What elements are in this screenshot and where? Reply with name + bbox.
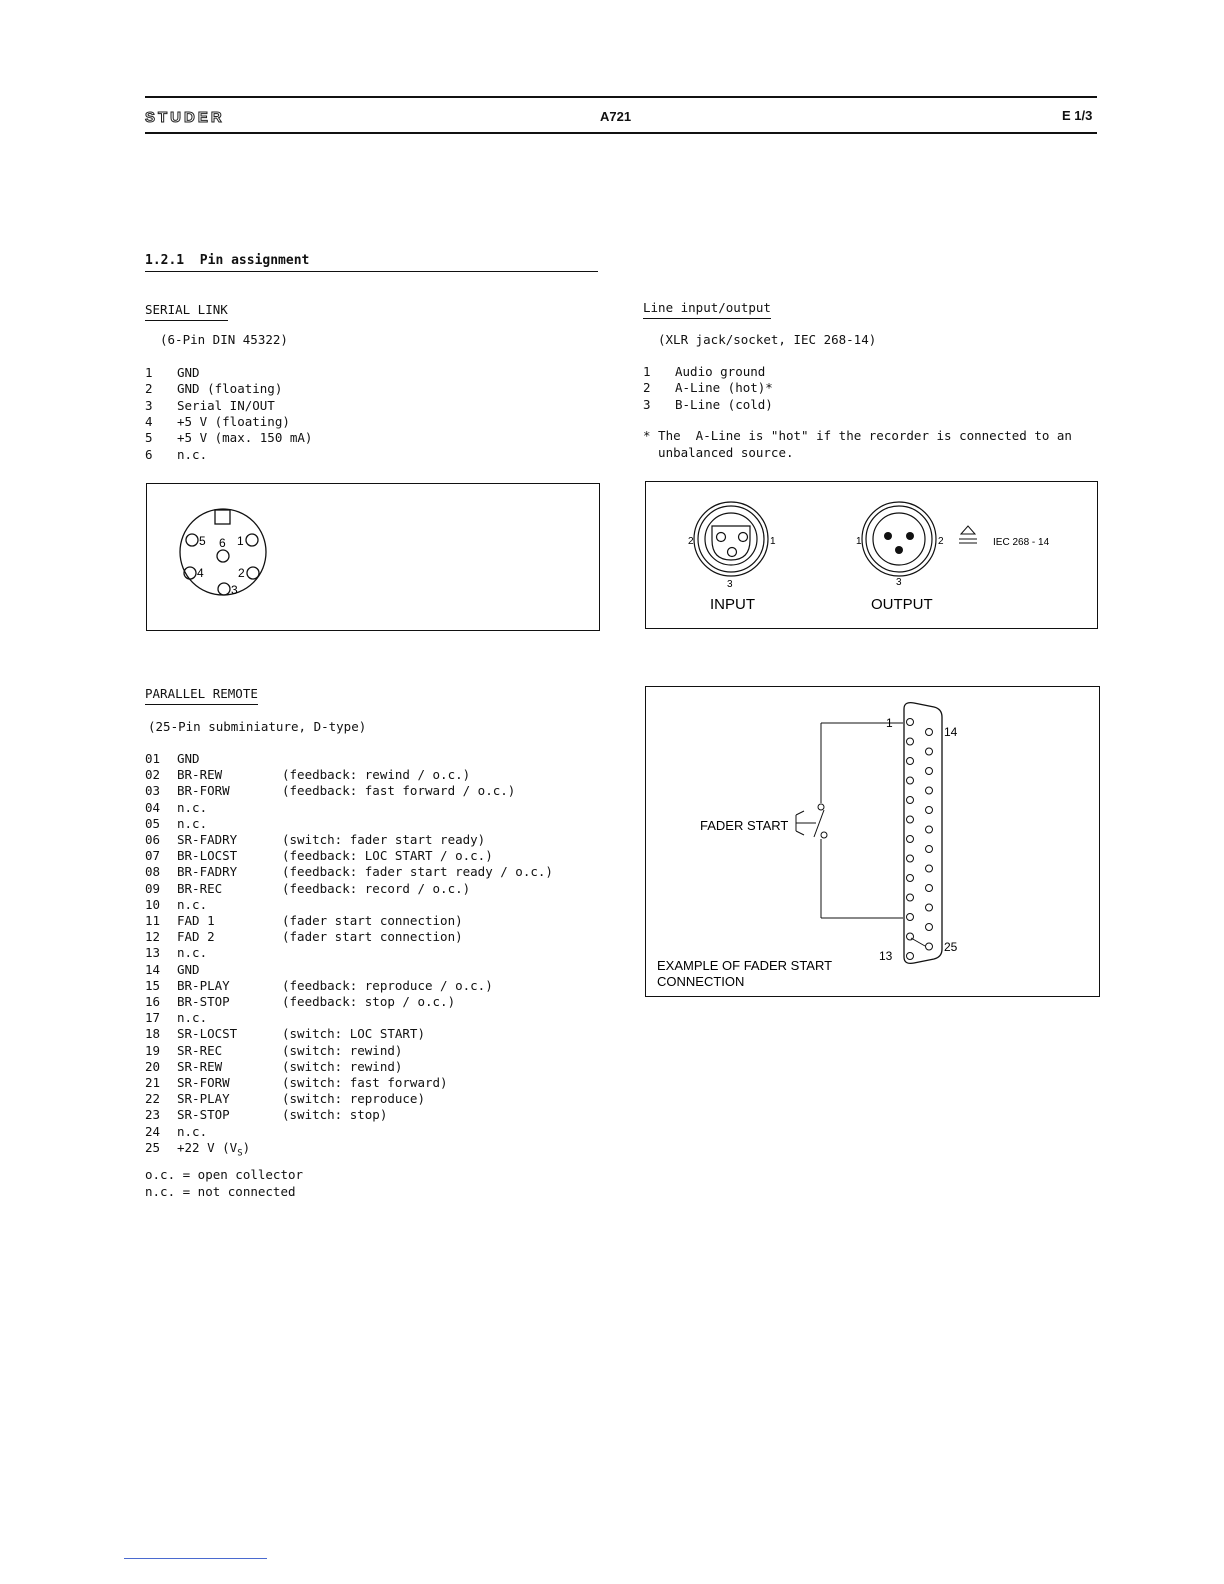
pin-signal: BR-REW <box>177 767 223 783</box>
pin-number: 20 <box>145 1058 161 1074</box>
pin-number: 15 <box>145 977 161 993</box>
pin-signal: BR-LOCST <box>177 848 238 864</box>
dsub-pin-hole <box>907 875 914 882</box>
pin-description: (switch: fast forward) <box>282 1075 448 1090</box>
pin-number: 16 <box>145 994 161 1009</box>
pin-number: 07 <box>145 848 161 864</box>
dsub-pin-hole <box>926 885 933 892</box>
xlr-input-insert <box>712 526 750 560</box>
pin-number: 05 <box>145 815 161 831</box>
pin-signal: n.c. <box>177 799 208 815</box>
pin-signal: BR-PLAY <box>177 977 230 993</box>
pin-description: (switch: stop) <box>282 1107 388 1123</box>
pin-signal: n.c. <box>177 1123 208 1139</box>
pin-signal: FAD 1 <box>177 913 215 928</box>
dsub-pin-hole <box>907 758 914 765</box>
pin-label: GND <box>177 365 200 380</box>
pin-number: 11 <box>145 913 161 928</box>
pin-label: B-Line (cold) <box>675 396 773 412</box>
pin-number: 21 <box>145 1075 161 1090</box>
xlr-input-pin-1-label: 1 <box>770 536 776 547</box>
xlr-input-pin-3-hole <box>728 548 737 557</box>
pin-number: 03 <box>145 783 161 799</box>
dsub-fader-diagram <box>646 687 1099 996</box>
pin-signal: SR-REW <box>177 1058 223 1074</box>
line-io-title: Line input/output <box>643 300 771 319</box>
pin-label: Audio ground <box>675 364 766 379</box>
model-name: A721 <box>600 109 632 124</box>
pin-description: (fader start connection) <box>282 913 463 928</box>
pin-number: 3 <box>145 397 153 413</box>
pin-number: 5 <box>145 430 153 446</box>
din-pin-3-label: 3 <box>231 583 238 597</box>
serial-link-diagram-box <box>146 483 600 631</box>
xlr-input-inner <box>705 513 757 565</box>
pin-signal: SR-LOCST <box>177 1026 238 1042</box>
pin-1-label: 1 <box>886 716 893 730</box>
pin-description: (switch: rewind) <box>282 1042 403 1058</box>
pin-label: A-Line (hot)* <box>675 380 773 396</box>
xlr-input-pin-2-hole <box>717 533 726 542</box>
xlr-output-pin-2-label: 2 <box>938 536 944 547</box>
xlr-output-pin-1 <box>884 532 892 540</box>
fader-start-label: FADER START <box>700 818 789 833</box>
din-pin-1-label: 1 <box>237 534 244 548</box>
dsub-pin-hole <box>926 846 933 853</box>
dsub-pin-hole <box>907 719 914 726</box>
output-label: OUTPUT <box>871 596 933 613</box>
pin-signal: BR-FORW <box>177 783 230 799</box>
pin-number: 1 <box>643 364 651 379</box>
pin-signal: SR-PLAY <box>177 1091 230 1107</box>
switch-contact-bottom <box>821 832 827 838</box>
xlr-output-pin-1-label: 1 <box>856 536 862 547</box>
pin-label: +5 V (floating) <box>177 413 290 429</box>
dsub-pin-hole <box>926 748 933 755</box>
legend-open-collector: o.c. = open collector <box>145 1167 304 1182</box>
pin-13-label: 13 <box>879 949 893 963</box>
pin-signal: BR-REC <box>177 880 223 896</box>
xlr-output-pin-3 <box>895 546 903 554</box>
pin-signal: FAD 2 <box>177 929 215 945</box>
pin-number: 2 <box>145 381 153 397</box>
section-title-rule <box>145 271 598 272</box>
din-pin-3-hole <box>218 583 230 595</box>
vs-close: ) <box>242 1139 251 1155</box>
pin-number: 10 <box>145 896 161 912</box>
pin-signal: n.c. <box>177 896 208 912</box>
din-pin-4-label: 4 <box>197 566 204 580</box>
dsub-pin-holes <box>907 719 933 960</box>
pin-number: 14 <box>145 961 161 977</box>
pin-description: (feedback: rewind / o.c.) <box>282 767 471 783</box>
pin-number: 13 <box>145 945 161 961</box>
xlr-input-pin-1-hole <box>739 533 748 542</box>
iec-label: IEC 268 - 14 <box>993 537 1050 548</box>
pin-description: (fader start connection) <box>282 929 463 945</box>
dsub-pin-hole <box>926 904 933 911</box>
pin-signal: GND <box>177 961 200 977</box>
legend-not-connected: n.c. = not connected <box>145 1184 296 1199</box>
pin-description: (switch: fader start ready) <box>282 832 486 847</box>
dsub-pin-hole <box>926 787 933 794</box>
pin-signal: SR-FORW <box>177 1075 230 1090</box>
din-pin-6-label: 6 <box>219 536 226 550</box>
pin-number: 18 <box>145 1026 161 1042</box>
dsub-pin-hole <box>907 797 914 804</box>
pin-signal: BR-STOP <box>177 994 230 1009</box>
dsub-pin-hole <box>926 865 933 872</box>
pin-signal: n.c. <box>177 815 208 831</box>
xlr-input-pin-2-label: 2 <box>688 536 694 547</box>
xlr-connectors-diagram <box>646 482 1097 628</box>
switch-contact-top <box>818 804 824 810</box>
pin-number: 19 <box>145 1042 161 1058</box>
vs-subscript: S <box>237 1148 243 1159</box>
input-label: INPUT <box>710 596 755 613</box>
pin-label: +5 V (max. 150 mA) <box>177 430 313 446</box>
pin-number: 4 <box>145 413 153 429</box>
din-pin-6-hole <box>217 550 229 562</box>
dsub-pin-hole <box>926 768 933 775</box>
pin-description: (feedback: fader start ready / o.c.) <box>282 864 553 880</box>
dsub-pin-hole <box>907 894 914 901</box>
line-io-subtitle: (XLR jack/socket, IEC 268-14) <box>658 332 877 347</box>
pin-number: 02 <box>145 767 161 783</box>
pin-number: 12 <box>145 929 161 945</box>
pin-number: 23 <box>145 1107 161 1123</box>
page-number: E 1/3 <box>1062 108 1093 123</box>
dsub-pin-hole <box>907 953 914 960</box>
pin-label: n.c. <box>177 446 208 462</box>
parallel-remote-title: PARALLEL REMOTE <box>145 686 258 705</box>
din-pin-5-hole <box>186 534 198 546</box>
xlr-output-ring <box>866 506 932 572</box>
pin-number: 04 <box>145 799 161 815</box>
xlr-input-pin-3-label: 3 <box>727 579 733 590</box>
equivalence-icon <box>961 526 975 534</box>
pin-number: 09 <box>145 880 161 896</box>
dsub-pin-hole <box>926 924 933 931</box>
pin-signal: SR-REC <box>177 1042 223 1058</box>
pin-description: (switch: LOC START) <box>282 1026 425 1042</box>
dsub-pin-hole <box>907 777 914 784</box>
din-key-notch <box>215 510 230 524</box>
pin-number: 01 <box>145 751 161 766</box>
pin-description: (feedback: LOC START / o.c.) <box>282 848 493 864</box>
dsub-pin-hole <box>907 816 914 823</box>
line-io-note-2: unbalanced source. <box>643 445 794 460</box>
line-io-note-1: * The A-Line is "hot" if the recorder is connected to an <box>643 428 1072 443</box>
din-pin-1-hole <box>246 534 258 546</box>
pin-signal: +22 V $(V_S)$ <box>177 1139 251 1159</box>
section-title: 1.2.1 Pin assignment <box>145 253 310 268</box>
pin-description: (switch: rewind) <box>282 1058 403 1074</box>
pin-number: 17 <box>145 1010 161 1026</box>
dsub-pin-hole <box>926 807 933 814</box>
pin-number: 22 <box>145 1091 161 1107</box>
pin-14-label: 14 <box>944 725 958 739</box>
diagram-caption-line-2: CONNECTION <box>657 974 745 989</box>
fader-start-diagram-box <box>645 686 1100 997</box>
dsub-pin-hole <box>907 855 914 862</box>
dsub-pin-hole <box>907 836 914 843</box>
pin-description: (feedback: stop / o.c.) <box>282 994 456 1009</box>
pin-signal: n.c. <box>177 1010 208 1026</box>
pin-label: GND (floating) <box>177 381 283 397</box>
header-top-rule <box>145 96 1097 98</box>
pin-number: 2 <box>643 380 651 396</box>
pin-number: 25 <box>145 1139 161 1155</box>
din-pin-5-label: 5 <box>199 534 206 548</box>
brand-logo: STUDER <box>145 109 225 126</box>
xlr-output-inner <box>873 513 925 565</box>
xlr-output-pin-2 <box>906 532 914 540</box>
parallel-remote-subtitle: (25-Pin subminiature, D-type) <box>148 719 367 734</box>
dsub-pin-hole <box>926 826 933 833</box>
serial-link-title: SERIAL LINK <box>145 302 228 321</box>
xlr-input-ring <box>698 506 764 572</box>
pin-signal: GND <box>177 751 200 766</box>
wire-pin12-25-jumper <box>911 938 925 946</box>
diagram-caption-line-1: EXAMPLE OF FADER START <box>657 958 833 973</box>
xlr-output-pin-3-label: 3 <box>896 577 902 588</box>
pin-signal: SR-STOP <box>177 1107 230 1123</box>
pin-label: Serial IN/OUT <box>177 397 275 413</box>
header-bottom-rule <box>145 132 1097 134</box>
pin-number: 06 <box>145 832 161 847</box>
pin-signal: n.c. <box>177 945 208 961</box>
pin-description: (switch: reproduce) <box>282 1091 425 1107</box>
din-pin-2-label: 2 <box>238 566 245 580</box>
dsub-pin-hole <box>926 943 933 950</box>
pin-number: 24 <box>145 1123 161 1139</box>
pin-signal: SR-FADRY <box>177 832 238 847</box>
pin-description: (feedback: fast forward / o.c.) <box>282 783 516 799</box>
footer-rule <box>124 1558 267 1559</box>
pin-description: (feedback: reproduce / o.c.) <box>282 977 493 993</box>
xlr-diagram-box <box>645 481 1098 629</box>
pin-description: (feedback: record / o.c.) <box>282 880 471 896</box>
pin-25-label: 25 <box>944 940 958 954</box>
pin-number: 1 <box>145 365 153 380</box>
din-pin-2-hole <box>247 567 259 579</box>
dsub-pin-hole <box>907 738 914 745</box>
dsub-pin-hole <box>926 729 933 736</box>
pin-number: 3 <box>643 396 651 412</box>
pin-signal: BR-FADRY <box>177 864 238 880</box>
pin-number: 08 <box>145 864 161 880</box>
dsub-pin-hole <box>907 914 914 921</box>
din-connector-diagram <box>147 484 599 630</box>
serial-link-subtitle: (6-Pin DIN 45322) <box>160 332 288 347</box>
pin-number: 6 <box>145 446 153 462</box>
